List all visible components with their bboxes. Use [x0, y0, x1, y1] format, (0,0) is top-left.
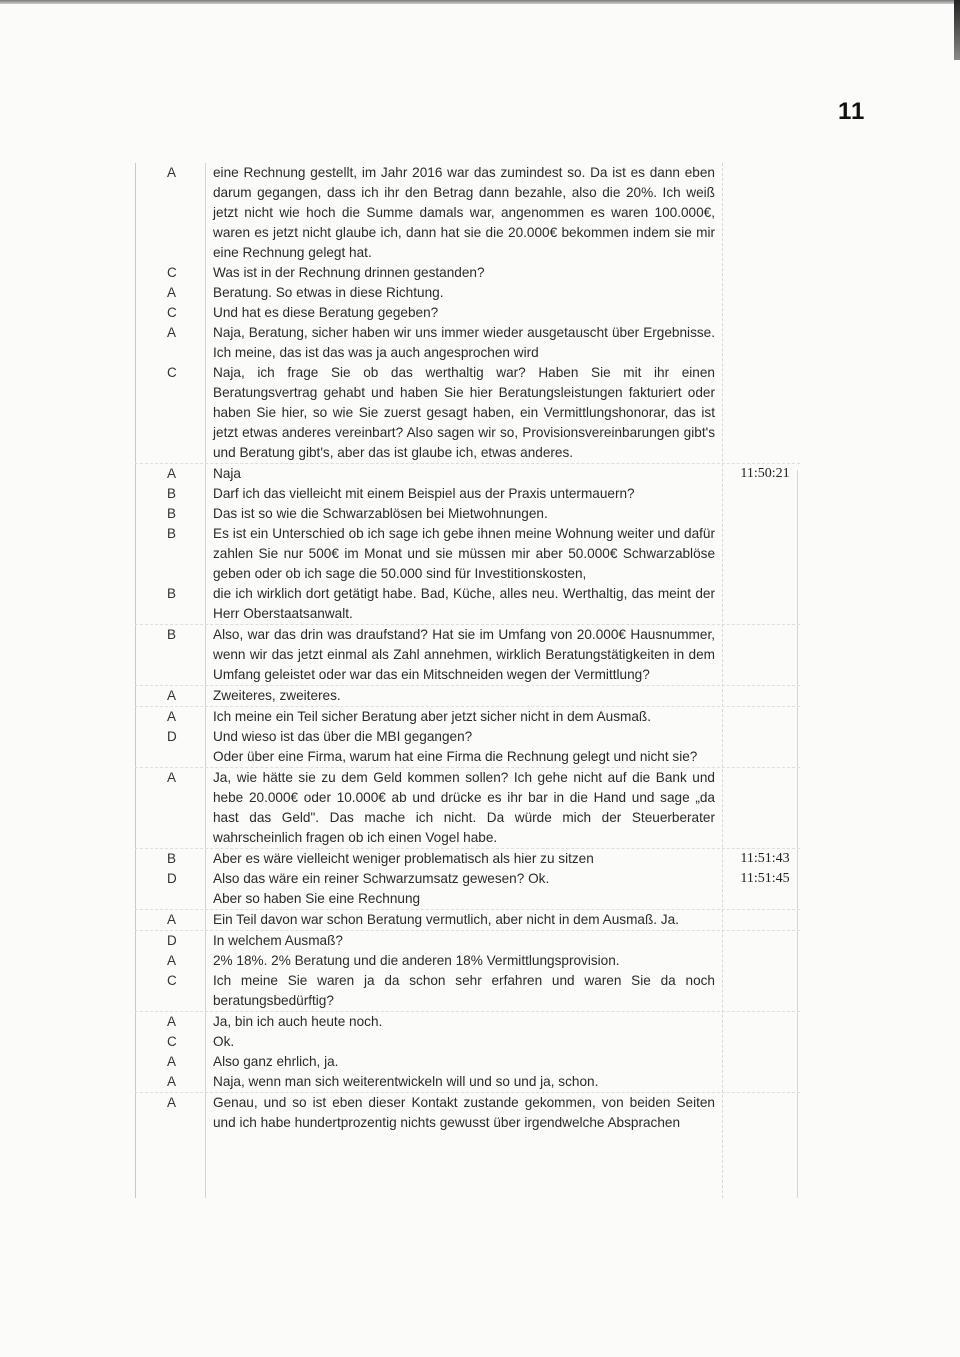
- utterance-text: Ich meine Sie waren ja da schon sehr erfahren und waren Sie da noch beratungsbedürftig?: [213, 973, 715, 1008]
- speaker-label: A: [167, 1095, 177, 1110]
- utterance-text: Ich meine ein Teil sicher Beratung aber jetzt sicher nicht in dem Ausmaß.: [213, 709, 651, 724]
- utterance-text: Ja, bin ich auch heute noch.: [213, 1014, 383, 1029]
- transcript-row: [135, 727, 800, 747]
- speaker-label: A: [167, 325, 177, 340]
- utterance-text: Und wieso ist das über die MBI gegangen?: [213, 729, 473, 744]
- utterance-text: Naja: [213, 466, 241, 481]
- transcript-row: [135, 283, 800, 303]
- utterance-text: Also ganz ehrlich, ja.: [213, 1054, 339, 1069]
- speaker-label: B: [167, 486, 177, 501]
- transcript-row: [135, 504, 800, 524]
- transcript-row: [135, 930, 800, 951]
- transcript-row: [135, 951, 800, 971]
- speaker-label: A: [167, 466, 177, 481]
- speaker-label: D: [167, 871, 177, 886]
- speaker-label: C: [167, 1034, 177, 1049]
- transcript-row: [135, 263, 800, 283]
- speaker-label: A: [167, 709, 177, 724]
- speaker-label: A: [167, 285, 177, 300]
- transcript-row: [135, 1052, 800, 1072]
- transcript-row: [135, 1072, 800, 1092]
- speaker-label: A: [167, 1054, 177, 1069]
- speaker-label: A: [167, 912, 177, 927]
- transcript-row: [135, 363, 800, 463]
- utterance-text: Zweiteres, zweiteres.: [213, 688, 341, 703]
- transcript-row: [135, 889, 800, 909]
- utterance-text: Naja, ich frage Sie ob das werthaltig war? Haben Sie mit ihr einen Beratungsvertrag gehabt und haben Sie hier Beratungsleistungen fakturiert oder haben Sie hier, so wie Sie zuerst gesagt haben, ein Vermittlungshonorar, das ist jetzt etwas anderes vereinbart? Also sagen wir so, Provisionsvereinbarungen gibt's und Beratung gibt's, aber das ist glaube ich, etwas anderes.: [213, 365, 715, 460]
- speaker-label: B: [167, 506, 177, 521]
- transcript-row: [135, 971, 800, 1011]
- speaker-label: D: [167, 933, 177, 948]
- scan-edge-top: [0, 0, 960, 4]
- speaker-label: B: [167, 526, 177, 541]
- utterance-text: Aber so haben Sie eine Rechnung: [213, 891, 421, 906]
- speaker-label: B: [167, 851, 177, 866]
- speaker-label: D: [167, 729, 177, 744]
- transcript-row: [135, 767, 800, 848]
- transcript-row: [135, 163, 800, 263]
- transcript-row: [135, 524, 800, 584]
- transcript-row: [135, 1032, 800, 1052]
- speaker-label: B: [167, 586, 177, 601]
- speaker-label: A: [167, 688, 177, 703]
- speaker-label: A: [167, 165, 177, 180]
- transcript-row: [135, 484, 800, 504]
- transcript-row: [135, 869, 800, 889]
- utterance-text: In welchem Ausmaß?: [213, 933, 343, 948]
- speaker-label: [135, 747, 205, 767]
- utterance-text: Naja, Beratung, sicher haben wir uns immer wieder ausgetauscht über Ergebnisse. Ich meine, das ist das was ja auch angesprochen wird: [213, 325, 715, 360]
- speaker-label: [135, 889, 205, 909]
- transcript-row: [135, 1092, 800, 1133]
- utterance-text: Es ist ein Unterschied ob ich sage ich gebe ihnen meine Wohnung weiter und dafür zahlen Sie nur 500€ im Monat und sie müssen mir aber 50.000€ Schwarzablöse geben oder ob ich sage die 50.000 sind für Investitionskosten,: [213, 526, 715, 581]
- speaker-label: B: [167, 627, 177, 642]
- utterance-text: Genau, und so ist eben dieser Kontakt zustande gekommen, von beiden Seiten und ich habe hundertprozentig nichts gewusst über irgendwelche Absprachen: [213, 1095, 715, 1130]
- transcript-row: [135, 303, 800, 323]
- transcript-row: [135, 747, 800, 767]
- speaker-label: C: [167, 265, 177, 280]
- speaker-label: A: [167, 770, 177, 785]
- transcript-row: [135, 1011, 800, 1032]
- scan-edge-right: [954, 0, 960, 60]
- speaker-label: A: [167, 953, 177, 968]
- utterance-text: eine Rechnung gestellt, im Jahr 2016 war das zumindest so. Da ist es dann eben darum gegangen, dass ich ihr den Betrag dann bezahle, also die 20%. Ich weiß jetzt nicht wie hoch die Summe damals war, angenommen es waren 100.000€, waren es jetzt nicht glaube ich, dann hat sie die 20.000€ bekommen indem sie mir eine Rechnung gelegt hat.: [213, 165, 715, 260]
- utterance-text: Also, war das drin was draufstand? Hat sie im Umfang von 20.000€ Hausnummer, wenn wir das jetzt einmal als Zahl annehmen, wirklich Beratungstätigkeiten in dem Umfang geleistet oder war das ein Mitschneiden wegen der Vermittlung?: [213, 627, 715, 682]
- utterance-text: 2% 18%. 2% Beratung und die anderen 18% Vermittlungsprovision.: [213, 953, 620, 968]
- transcript-row: [135, 909, 800, 930]
- transcript-row: [135, 463, 800, 484]
- speaker-label: C: [167, 365, 177, 380]
- transcript-row: [135, 706, 800, 727]
- utterance-text: Oder über eine Firma, warum hat eine Firma die Rechnung gelegt und nicht sie?: [213, 749, 698, 764]
- speaker-label: C: [167, 973, 177, 988]
- speaker-label: A: [167, 1074, 177, 1089]
- transcript-row: [135, 323, 800, 363]
- page-number: 11: [838, 98, 866, 125]
- utterance-text: die ich wirklich dort getätigt habe. Bad, Küche, alles neu. Werthaltig, das meint der Herr Oberstaatsanwalt.: [213, 586, 715, 621]
- speaker-label: C: [167, 305, 177, 320]
- timestamp: 11:51:45: [740, 871, 790, 886]
- utterance-text: Aber es wäre vielleicht weniger problematisch als hier zu sitzen: [213, 851, 594, 866]
- utterance-text: Naja, wenn man sich weiterentwickeln will und so und ja, schon.: [213, 1074, 599, 1089]
- utterance-text: Ein Teil davon war schon Beratung vermutlich, aber nicht in dem Ausmaß. Ja.: [213, 912, 679, 927]
- timestamp: 11:51:43: [740, 851, 790, 866]
- timestamp: 11:50:21: [740, 466, 790, 481]
- utterance-text: Das ist so wie die Schwarzablösen bei Mietwohnungen.: [213, 506, 548, 521]
- utterance-text: Also das wäre ein reiner Schwarzumsatz gewesen? Ok.: [213, 871, 550, 886]
- transcript-row: [135, 624, 800, 685]
- transcript-table: [135, 163, 800, 1133]
- utterance-text: Beratung. So etwas in diese Richtung.: [213, 285, 444, 300]
- utterance-text: Ok.: [213, 1034, 235, 1049]
- transcript-row: [135, 685, 800, 706]
- speaker-label: A: [167, 1014, 177, 1029]
- utterance-text: Darf ich das vielleicht mit einem Beispiel aus der Praxis untermauern?: [213, 486, 635, 501]
- utterance-text: Ja, wie hätte sie zu dem Geld kommen sollen? Ich gehe nicht auf die Bank und hebe 20.000€ oder 10.000€ ab und drücke es ihr bar in die Hand und sage „da hast das Geld". Das mache ich nicht. Da würde mich der Steuerberater wahrscheinlich fragen ob ich einen Vogel habe.: [213, 770, 715, 845]
- utterance-text: Und hat es diese Beratung gegeben?: [213, 305, 439, 320]
- transcript-row: [135, 848, 800, 869]
- utterance-text: Was ist in der Rechnung drinnen gestanden?: [213, 265, 485, 280]
- transcript-row: [135, 584, 800, 624]
